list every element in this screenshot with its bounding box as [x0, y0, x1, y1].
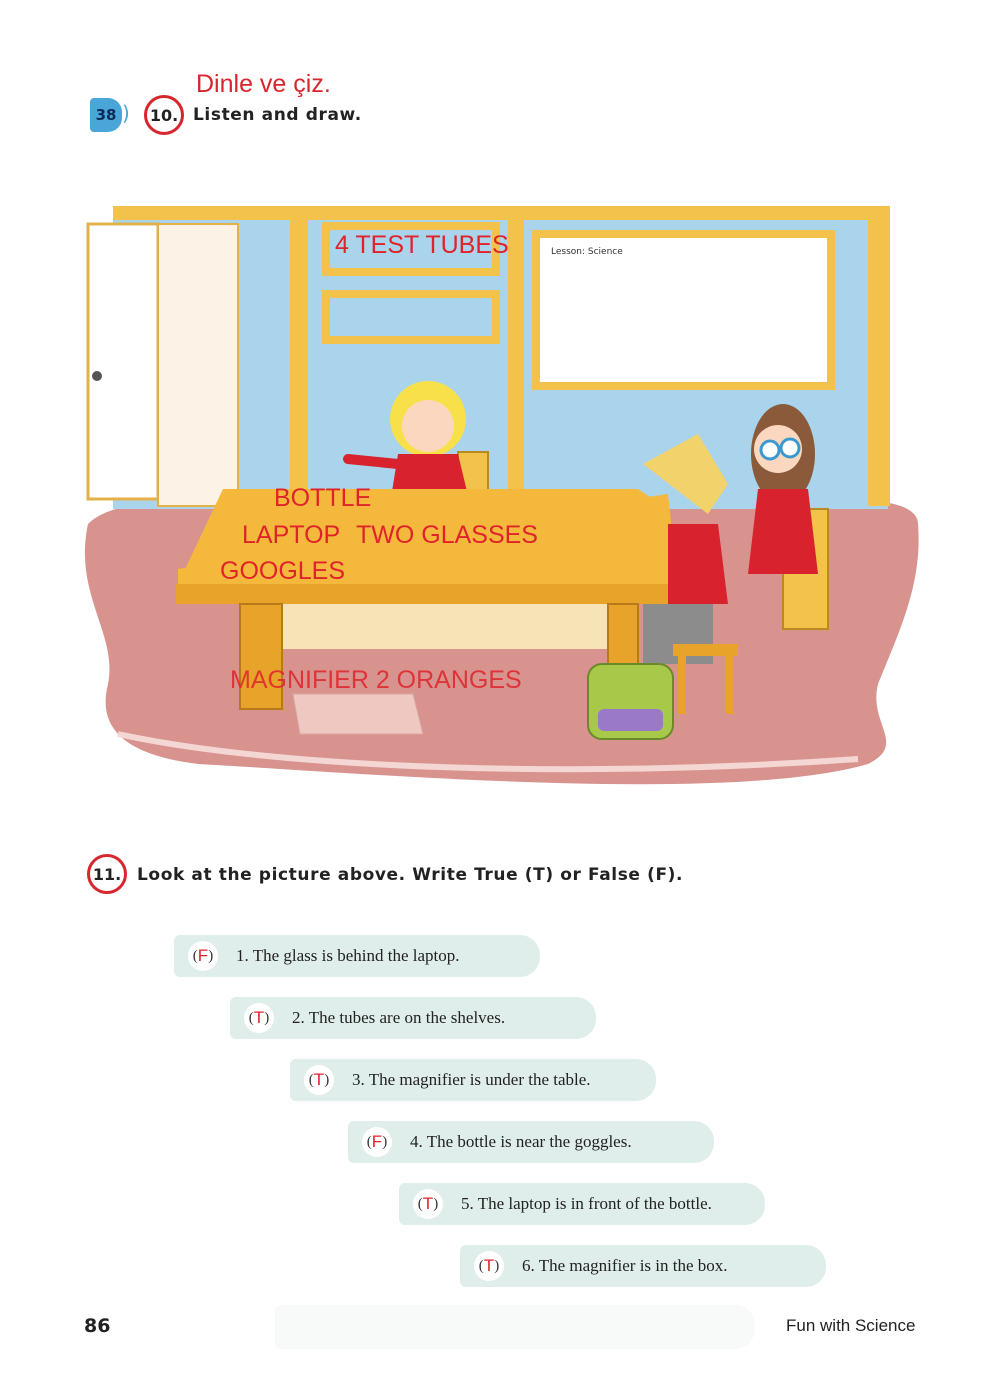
answer-letter: F: [371, 1132, 383, 1151]
exercise-11-number: 11.: [87, 854, 127, 894]
answer-box[interactable]: ( T ): [413, 1189, 443, 1219]
answer-box[interactable]: ( T ): [474, 1251, 504, 1281]
exercise-10-number: 10.: [144, 95, 184, 135]
book-title: Fun with Science: [786, 1316, 916, 1335]
shelf-bottom: [326, 294, 496, 340]
answer-box[interactable]: ( F ): [188, 941, 218, 971]
answer-letter: T: [422, 1194, 434, 1213]
answer-box[interactable]: ( T ): [244, 1003, 274, 1033]
statement-5: [399, 1183, 765, 1225]
answer-letter: T: [483, 1256, 495, 1275]
faded-strip: [275, 1305, 755, 1349]
statement-2: [230, 997, 596, 1039]
annotation-laptop: LAPTOP: [242, 521, 341, 549]
classroom-drawing: [78, 164, 923, 814]
answer-box[interactable]: ( F ): [362, 1127, 392, 1157]
statement-1: [174, 935, 540, 977]
classroom-illustration: [78, 164, 923, 814]
statement-text: 3. The magnifier is under the table.: [352, 1070, 591, 1089]
annotation-two-glasses: TWO GLASSES: [356, 521, 538, 549]
box: [293, 694, 423, 734]
annotation-test-tubes: 4 TEST TUBES: [335, 231, 509, 259]
statement-4: [348, 1121, 714, 1163]
audio-track-badge[interactable]: [90, 98, 122, 132]
page-number: 86: [84, 1315, 111, 1337]
annotation-goggles: GOOGLES: [220, 557, 346, 585]
answer-letter: T: [253, 1008, 265, 1027]
track-number: 38: [95, 106, 117, 124]
annotation-bottle: BOTTLE: [274, 484, 372, 512]
statement-text: 6. The magnifier is in the box.: [522, 1256, 728, 1275]
door: [88, 224, 158, 499]
turkish-instruction-annotation: Dinle ve çiz.: [196, 70, 331, 98]
sound-waves-icon: ): [122, 101, 130, 125]
exercise-11-title: Look at the picture above. Write True (T) or False (F).: [137, 865, 684, 885]
whiteboard-caption: Lesson: Science: [551, 247, 623, 257]
answer-box[interactable]: ( T ): [304, 1065, 334, 1095]
statement-text: 4. The bottle is near the goggles.: [410, 1132, 632, 1151]
annotation-magnifier-oranges: MAGNIFIER 2 ORANGES: [230, 666, 522, 694]
statement-3: [290, 1059, 656, 1101]
answer-letter: T: [313, 1070, 325, 1089]
statement-text: 2. The tubes are on the shelves.: [292, 1008, 506, 1027]
answer-letter: F: [197, 946, 209, 965]
statement-text: 1. The glass is behind the laptop.: [236, 946, 460, 965]
exercise-10-title: Listen and draw.: [193, 105, 362, 125]
statement-text: 5. The laptop is in front of the bottle.: [461, 1194, 712, 1213]
statement-6: [460, 1245, 826, 1287]
